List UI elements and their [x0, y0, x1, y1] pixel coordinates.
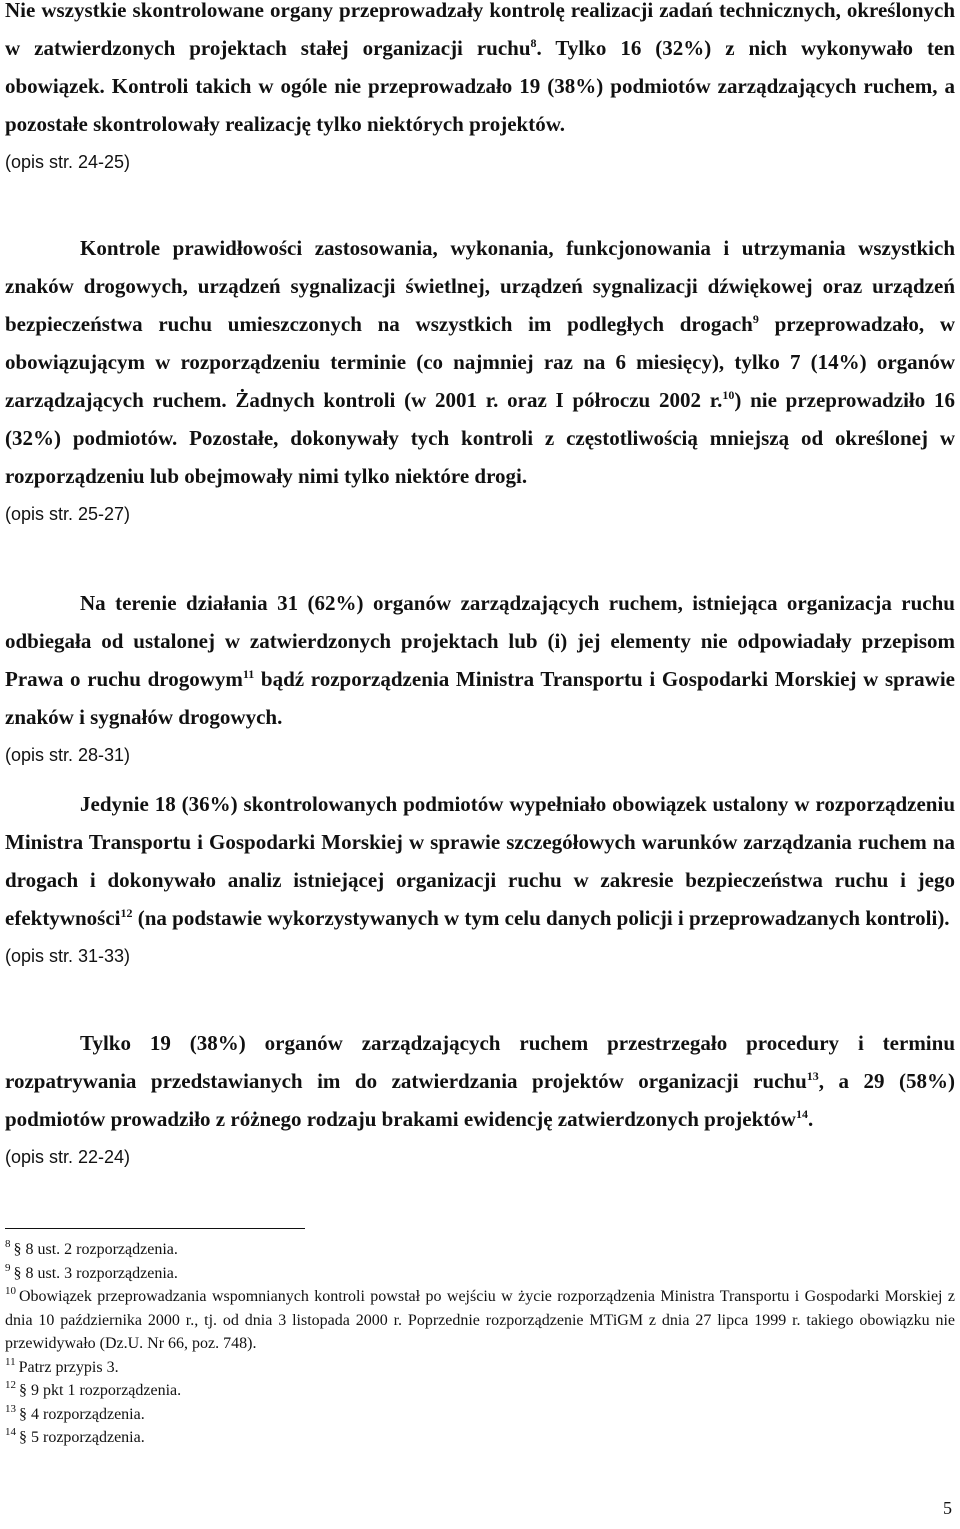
footnote-text: § 8 ust. 2 rozporządzenia. — [13, 1241, 178, 1258]
footnote — [5, 1403, 955, 1427]
paragraph-5 — [5, 1024, 955, 1176]
page-reference-3: (opis str. 28-31) — [5, 745, 131, 765]
footnote — [5, 1356, 955, 1380]
footnote-separator — [5, 1228, 305, 1229]
paragraph-3-text-cont: bądź rozporządzenia Ministra Transportu i Gospodarki Morskiej w sprawie znaków i sygnałów drogowych. — [5, 667, 955, 729]
footnote-number: 11 — [5, 1355, 16, 1368]
paragraph-5-text-cont: , a 29 (58%) podmiotów prowadziło z różnego rodzaju brakami ewidencję zatwierdzonych projektów — [5, 1069, 955, 1131]
footnote-number: 14 — [5, 1426, 16, 1438]
footnote-number: 10 — [5, 1285, 16, 1297]
paragraph-2-text: Kontrole prawidłowości zastosowania, wykonania, funkcjonowania i utrzymania wszystkich znaków drogowych, urządzeń sygnalizacji świetlnej, urządzeń sygnalizacji dźwiękowej oraz urządzeń bezpieczeństwa ruchu umieszczonych na wszystkich im podległych drogach — [5, 236, 955, 336]
footnotes — [5, 1238, 955, 1450]
page-reference-2: (opis str. 25-27) — [5, 504, 131, 524]
footnote-text: § 8 ust. 3 rozporządzenia. — [13, 1264, 178, 1282]
footnote — [5, 1379, 955, 1403]
footnote-ref-9: 9 — [752, 312, 759, 326]
paragraph-2 — [5, 229, 955, 533]
footnote-ref-8: 8 — [530, 36, 537, 50]
page-reference-1: (opis str. 24-25) — [5, 152, 131, 172]
paragraph-3 — [5, 584, 955, 774]
paragraph-2-text-cont: przeprowadzało, w obowiązującym w rozporządzeniu terminie (co najmniej raz na 6 miesięcy), tylko 7 (14%) organów zarządzających ruchem. Żadnych kontroli (w 2001 r. oraz I półroczu 2002 r. — [5, 312, 955, 412]
footnote-ref-12: 12 — [120, 906, 133, 920]
footnote-number: 8 — [5, 1238, 11, 1250]
paragraph-4-text: Jedynie 18 (36%) skontrolowanych podmiotów wypełniało obowiązek ustalony w rozporządzeniu Ministra Transportu i Gospodarki Morskiej w sprawie szczegółowych warunków zarządzania ruchem na drogach i dokonywało analiz istniejącej organizacji ruchu w zakresie bezpieczeństwa ruchu i jego efektywności — [5, 792, 955, 930]
footnote-text: Obowiązek przeprowadzania wspomnianych kontroli powstał po wejściu w życie rozporządzenia Ministra Transportu i Gospodarki Morskiej z dnia 10 października 2000 r., tj. od dnia 3 listopada 2000 r. Poprzednie rozporządzenie MTiGM z dnia 27 lipca 1999 r. takiego obowiązku nie przewidywało (Dz.U. Nr 66, poz. 748). — [5, 1288, 955, 1352]
paragraph-5-text: Tylko 19 (38%) organów zarządzających ruchem przestrzegało procedury i terminu rozpatrywania przedstawianych im do zatwierdzania projektów organizacji ruchu — [5, 1031, 955, 1093]
footnote — [5, 1262, 955, 1286]
footnote-text: § 9 pkt 1 rozporządzenia. — [19, 1382, 182, 1399]
footnote-ref-10: 10 — [722, 388, 735, 402]
footnote-ref-14: 14 — [795, 1107, 808, 1121]
paragraph-5-text-end: . — [807, 1107, 814, 1131]
paragraph-1-text-cont: . Tylko 16 (32%) z nich wykonywało ten obowiązek. Kontroli takich w ogóle nie przeprowadzało 19 (38%) podmiotów zarządzających ruchem, a pozostałe skontrolowały realizację tylko niektórych projektów. — [5, 36, 955, 136]
page-reference-4: (opis str. 31-33) — [5, 946, 131, 966]
footnote-ref-11: 11 — [242, 667, 255, 681]
footnote — [5, 1238, 955, 1262]
footnote-text: § 5 rozporządzenia. — [19, 1429, 145, 1446]
paragraph-3-text: Na terenie działania 31 (62%) organów zarządzających ruchem, istniejąca organizacja ruchu odbiegała od ustalonej w zatwierdzonych projektach lub (i) jej elementy nie odpowiadały przepisom Prawa o ruchu drogowym — [5, 591, 955, 691]
footnote — [5, 1285, 955, 1356]
page-reference-5: (opis str. 22-24) — [5, 1147, 131, 1167]
footnote-number: 13 — [5, 1402, 16, 1415]
footnote-number: 12 — [5, 1379, 16, 1391]
paragraph-2-text-end: ) nie przeprowadziło 16 (32%) podmiotów. Pozostałe, dokonywały tych kontroli z częstotliwością mniejszą od określonej w rozporządzeniu lub obejmowały nimi tylko niektóre drogi. — [5, 388, 955, 488]
page-number: 5 — [943, 1498, 952, 1518]
footnote-ref-13: 13 — [806, 1069, 819, 1083]
paragraph-1 — [5, 0, 955, 181]
paragraph-4 — [5, 785, 955, 975]
footnote — [5, 1426, 955, 1450]
footnote-number: 9 — [5, 1261, 11, 1274]
paragraph-4-text-cont: (na podstawie wykorzystywanych w tym celu danych policji i przeprowadzanych kontroli). — [132, 906, 950, 930]
footnote-text: § 4 rozporządzenia. — [19, 1405, 145, 1423]
paragraph-1-text: Nie wszystkie skontrolowane organy przeprowadzały kontrolę realizacji zadań technicznych, określonych w zatwierdzonych projektach stałej organizacji ruchu — [5, 0, 955, 60]
footnote-text: Patrz przypis 3. — [18, 1358, 119, 1376]
